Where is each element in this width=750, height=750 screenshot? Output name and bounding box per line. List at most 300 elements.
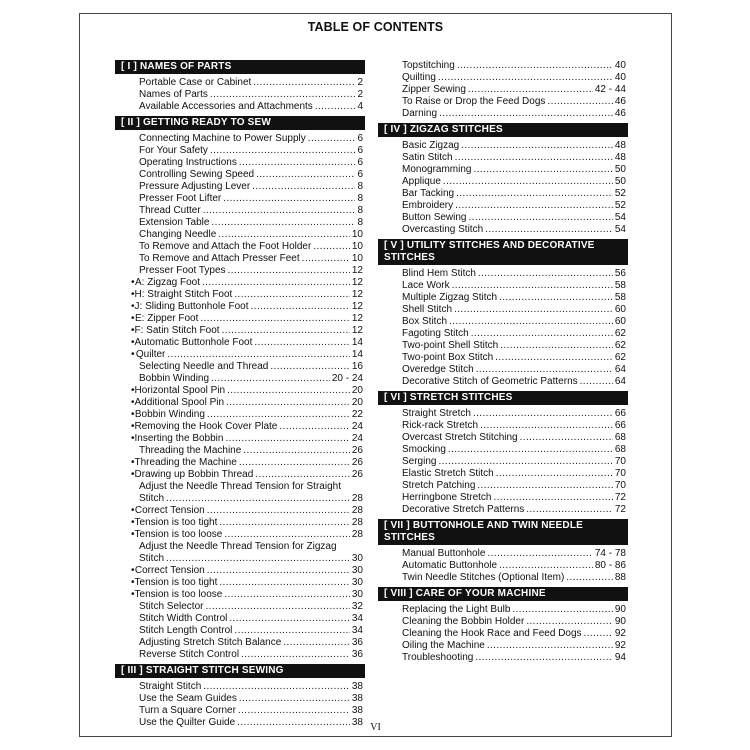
toc-entry[interactable]: [378, 420, 626, 432]
toc-entry-label: Twin Needle Stitches (Optional Item): [402, 572, 565, 583]
dot-leader: [239, 157, 356, 169]
toc-entry-page: 30: [351, 565, 363, 576]
toc-entry-page: 32: [351, 601, 363, 612]
toc-entry-page: 38: [351, 693, 363, 704]
toc-entry[interactable]: [378, 604, 626, 616]
toc-entry-page: 10: [351, 241, 363, 252]
toc-entry-page: 20: [351, 397, 363, 408]
toc-entry[interactable]: [378, 444, 626, 456]
section-heading: [ IV ] ZIGZAG STITCHES: [378, 123, 628, 137]
dot-leader: [580, 376, 613, 388]
toc-entry[interactable]: [115, 705, 363, 717]
toc-entry-label: Adjust the Needle Thread Tension for Zigzag: [139, 541, 337, 552]
toc-entry[interactable]: [115, 649, 363, 661]
toc-entry[interactable]: [115, 289, 363, 301]
toc-entry[interactable]: [378, 640, 626, 652]
toc-entry-label: Two-point Shell Stitch: [402, 340, 499, 351]
toc-entry-label: Inserting the Bobbin: [134, 433, 224, 444]
toc-entry[interactable]: [378, 200, 626, 212]
dot-leader: [224, 589, 350, 601]
dot-leader: [211, 217, 355, 229]
toc-entry-page: 24: [351, 421, 363, 432]
toc-entry[interactable]: [115, 517, 363, 529]
toc-entry[interactable]: [378, 188, 626, 200]
toc-entry[interactable]: [115, 421, 363, 433]
dot-leader: [256, 169, 355, 181]
toc-entry-page: 4: [357, 101, 363, 112]
toc-entry[interactable]: [115, 433, 363, 445]
toc-entry-label: Selecting Needle and Thread: [139, 361, 269, 372]
toc-entry-label: Stitch: [139, 553, 165, 564]
toc-entry[interactable]: [115, 625, 363, 637]
dot-leader: [438, 72, 613, 84]
toc-entry-label: Rick-rack Stretch: [402, 420, 479, 431]
toc-entry-page: 8: [357, 193, 363, 204]
toc-entry-label: Drawing up Bobbin Thread: [134, 469, 254, 480]
toc-entry-label: Automatic Buttonhole Foot: [134, 337, 253, 348]
toc-entry-page: 90: [614, 604, 626, 615]
dot-leader: [476, 364, 613, 376]
dot-leader: [448, 444, 613, 456]
toc-entry-page: 52: [614, 200, 626, 211]
toc-entry-label: Satin Stitch: [402, 152, 453, 163]
toc-entry[interactable]: [378, 60, 626, 72]
toc-page: [79, 13, 672, 737]
toc-entry-label: Straight Stitch: [139, 681, 202, 692]
toc-entry-label: Overedge Stitch: [402, 364, 474, 375]
toc-entry-page: 12: [351, 325, 363, 336]
toc-entry[interactable]: [115, 397, 363, 409]
dot-leader: [239, 693, 350, 705]
toc-entry-label: Overcast Stretch Stitching: [402, 432, 518, 443]
toc-entry-page: 46: [614, 96, 626, 107]
toc-entry-label: Smocking: [402, 444, 446, 455]
toc-entry-page: 6: [357, 169, 363, 180]
toc-entry-label: Blind Hem Stitch: [402, 268, 476, 279]
dot-leader: [520, 432, 613, 444]
toc-entry-label: Controlling Sewing Speed: [139, 169, 255, 180]
dot-leader: [211, 373, 330, 385]
toc-entry[interactable]: [115, 157, 363, 169]
toc-entry[interactable]: [115, 77, 363, 89]
toc-entry[interactable]: [115, 241, 363, 253]
toc-entry[interactable]: [115, 681, 363, 693]
toc-entry-label: Use the Quilter Guide: [139, 717, 236, 728]
toc-entry-label: Two-point Box Stitch: [402, 352, 494, 363]
toc-entry-label: Overcasting Stitch: [402, 224, 484, 235]
toc-entry-page: 56: [614, 268, 626, 279]
bullet-icon: •: [131, 589, 135, 600]
toc-entry-page: 20 - 24: [331, 373, 363, 384]
toc-entry-page: 6: [357, 133, 363, 144]
toc-entry[interactable]: [115, 265, 363, 277]
toc-entry-page: 2: [357, 77, 363, 88]
dot-leader: [461, 140, 613, 152]
toc-entry[interactable]: [115, 337, 363, 349]
dot-leader: [308, 133, 356, 145]
toc-entry[interactable]: [115, 565, 363, 577]
bullet-icon: •: [131, 505, 135, 516]
toc-entry-label: H: Straight Stitch Foot: [134, 289, 233, 300]
bullet-icon: •: [131, 457, 135, 468]
toc-entry-page: 10: [351, 253, 363, 264]
toc-entry[interactable]: [378, 292, 626, 304]
toc-entry-label: Embroidery: [402, 200, 454, 211]
toc-entry[interactable]: [378, 432, 626, 444]
toc-entry[interactable]: [115, 133, 363, 145]
bullet-icon: •: [131, 313, 135, 324]
bullet-icon: •: [131, 433, 135, 444]
toc-entry-label: Decorative Stretch Patterns: [402, 504, 525, 515]
toc-entry[interactable]: [378, 616, 626, 628]
toc-entry-page: 72: [614, 492, 626, 503]
toc-entry[interactable]: [378, 224, 626, 236]
toc-entry[interactable]: [378, 408, 626, 420]
toc-entry[interactable]: [378, 96, 626, 108]
toc-entry[interactable]: [115, 205, 363, 217]
toc-entry[interactable]: [378, 456, 626, 468]
toc-entry-page: 16: [351, 361, 363, 372]
toc-entry[interactable]: [115, 325, 363, 337]
toc-entry[interactable]: [378, 492, 626, 504]
toc-entry-page: 28: [351, 493, 363, 504]
dot-leader: [485, 224, 613, 236]
toc-entry-page: 46: [614, 108, 626, 119]
dot-leader: [455, 152, 613, 164]
toc-entry-page: 58: [614, 280, 626, 291]
dot-leader: [253, 77, 355, 89]
toc-entry[interactable]: [115, 613, 363, 625]
toc-entry-label: Pressure Adjusting Lever: [139, 181, 251, 192]
toc-entry-label: Tension is too loose: [134, 589, 223, 600]
dot-leader: [241, 649, 350, 661]
dot-leader: [478, 268, 613, 280]
toc-entry[interactable]: [378, 84, 626, 96]
dot-leader: [210, 145, 356, 157]
dot-leader: [224, 529, 350, 541]
toc-entry[interactable]: [115, 493, 363, 505]
toc-entry-label: Fagoting Stitch: [402, 328, 469, 339]
toc-entry[interactable]: [378, 504, 626, 516]
toc-entry-label: Replacing the Light Bulb: [402, 604, 511, 615]
toc-entry[interactable]: [115, 505, 363, 517]
toc-entry-label: Tension is too tight: [134, 577, 218, 588]
section-heading: [ III ] STRAIGHT STITCH SEWING: [115, 664, 365, 678]
bullet-icon: •: [131, 577, 135, 588]
toc-entry-page: 24: [351, 433, 363, 444]
toc-entry[interactable]: [378, 352, 626, 364]
toc-entry-label: Connecting Machine to Power Supply: [139, 133, 306, 144]
bullet-icon: •: [131, 421, 135, 432]
dot-leader: [526, 504, 613, 516]
toc-entry-page: 52: [614, 188, 626, 199]
dot-leader: [167, 349, 350, 361]
dot-leader: [207, 565, 350, 577]
dot-leader: [438, 456, 612, 468]
toc-entry[interactable]: [378, 364, 626, 376]
toc-entry-label: Turn a Square Corner: [139, 705, 236, 716]
toc-entry-page: 90: [614, 616, 626, 627]
toc-entry-label: Monogramming: [402, 164, 472, 175]
toc-entry-label: Adjusting Stretch Stitch Balance: [139, 637, 282, 648]
toc-entry[interactable]: [115, 101, 363, 113]
toc-entry-label: Portable Case or Cabinet: [139, 77, 252, 88]
toc-entry[interactable]: [115, 193, 363, 205]
toc-entry[interactable]: [115, 601, 363, 613]
toc-entry-page: 36: [351, 637, 363, 648]
toc-entry[interactable]: [115, 469, 363, 481]
toc-entry[interactable]: [115, 637, 363, 649]
dot-leader: [255, 469, 350, 481]
toc-entry[interactable]: [115, 89, 363, 101]
toc-entry-page: 92: [614, 628, 626, 639]
toc-entry[interactable]: [378, 268, 626, 280]
dot-leader: [455, 200, 613, 212]
toc-entry[interactable]: [115, 529, 363, 541]
toc-entry[interactable]: [378, 340, 626, 352]
toc-entry[interactable]: [378, 164, 626, 176]
toc-entry-label: Operating Instructions: [139, 157, 237, 168]
toc-entry[interactable]: [378, 316, 626, 328]
toc-entry-label: Bobbin Winding: [139, 373, 210, 384]
toc-entry-label: Stitch Length Control: [139, 625, 233, 636]
toc-entry-page: 54: [614, 212, 626, 223]
dot-leader: [254, 337, 350, 349]
toc-entry-label: Tension is too tight: [134, 517, 218, 528]
toc-entry-label: Box Stitch: [402, 316, 448, 327]
toc-entry[interactable]: [378, 480, 626, 492]
toc-entry-label: To Remove and Attach the Foot Holder: [139, 241, 312, 252]
dot-leader: [243, 445, 350, 457]
toc-entry-page: 94: [614, 652, 626, 663]
toc-entry[interactable]: [115, 385, 363, 397]
toc-entry[interactable]: [378, 72, 626, 84]
toc-entry-label: Extension Table: [139, 217, 210, 228]
toc-entry-page: 66: [614, 408, 626, 419]
toc-entry[interactable]: [378, 652, 626, 664]
dot-leader: [495, 352, 613, 364]
bullet-icon: •: [131, 409, 135, 420]
toc-entry[interactable]: [115, 349, 363, 361]
dot-leader: [452, 280, 613, 292]
dot-leader: [234, 289, 350, 301]
toc-entry[interactable]: [115, 313, 363, 325]
toc-entry-label: Manual Buttonhole: [402, 548, 486, 559]
toc-entry-label: Multiple Zigzag Stitch: [402, 292, 498, 303]
toc-entry-label: Available Accessories and Attachments: [139, 101, 313, 112]
toc-entry-page: 8: [357, 205, 363, 216]
dot-leader: [315, 101, 356, 113]
page-number: VI: [370, 722, 381, 733]
toc-entry-label: Darning: [402, 108, 438, 119]
bullet-icon: •: [131, 325, 135, 336]
toc-entry-label: Bar Tacking: [402, 188, 455, 199]
dot-leader: [473, 408, 613, 420]
toc-entry-label: Correct Tension: [134, 565, 205, 576]
toc-entry[interactable]: [378, 108, 626, 120]
dot-leader: [222, 325, 350, 337]
toc-entry-label: Horizontal Spool Pin: [134, 385, 226, 396]
toc-entry-page: 22: [351, 409, 363, 420]
toc-entry-label: Names of Parts: [139, 89, 208, 100]
toc-entry-page: 12: [351, 289, 363, 300]
toc-entry-label: F: Satin Stitch Foot: [134, 325, 220, 336]
dot-leader: [449, 316, 613, 328]
dot-leader: [487, 640, 613, 652]
toc-entry-label: Basic Zigzag: [402, 140, 460, 151]
toc-entry-label: Applique: [402, 176, 441, 187]
bullet-icon: •: [131, 349, 135, 360]
toc-entry-page: 34: [351, 625, 363, 636]
toc-entry-label: Adjust the Needle Thread Tension for Straight: [139, 481, 341, 492]
toc-entry[interactable]: [378, 628, 626, 640]
toc-entry-label: Threading the Machine: [139, 445, 242, 456]
toc-entry-label: Use the Seam Guides: [139, 693, 237, 704]
toc-entry[interactable]: [378, 572, 626, 584]
dot-leader: [566, 572, 613, 584]
bullet-icon: •: [131, 301, 135, 312]
section-heading: [ II ] GETTING READY TO SEW: [115, 116, 365, 130]
toc-entry-label: Thread Cutter: [139, 205, 201, 216]
dot-leader: [471, 328, 613, 340]
toc-entry-label: A: Zigzag Foot: [134, 277, 200, 288]
toc-entry-page: 64: [614, 364, 626, 375]
toc-entry[interactable]: [378, 152, 626, 164]
dot-leader: [512, 604, 612, 616]
dot-leader: [469, 212, 613, 224]
toc-entry-label: Quilter: [135, 349, 166, 360]
toc-entry-page: 12: [351, 277, 363, 288]
dot-leader: [219, 577, 350, 589]
toc-entry[interactable]: [115, 553, 363, 565]
toc-entry[interactable]: [115, 145, 363, 157]
toc-entry-page: 74 - 78: [594, 548, 626, 559]
toc-entry-label: Correct Tension: [134, 505, 205, 516]
toc-entry-label: Cleaning the Bobbin Holder: [402, 616, 525, 627]
toc-entry-label: Stitch Selector: [139, 601, 204, 612]
toc-entry-page: 28: [351, 505, 363, 516]
dot-leader: [227, 385, 350, 397]
toc-entry[interactable]: [115, 277, 363, 289]
toc-entry-page: 42 - 44: [594, 84, 626, 95]
section-heading: [ VII ] BUTTONHOLE AND TWIN NEEDLE STITCHES: [378, 519, 628, 545]
toc-entry[interactable]: [115, 217, 363, 229]
toc-entry[interactable]: [115, 373, 363, 385]
dot-leader: [234, 625, 349, 637]
toc-entry[interactable]: [115, 301, 363, 313]
toc-entry-page: 62: [614, 352, 626, 363]
dot-leader: [166, 493, 350, 505]
toc-entry-label: Shell Stitch: [402, 304, 453, 315]
dot-leader: [202, 277, 350, 289]
toc-entry[interactable]: [115, 457, 363, 469]
toc-column-right: [378, 60, 628, 664]
toc-entry-label: Presser Foot Lifter: [139, 193, 222, 204]
toc-entry[interactable]: [115, 541, 363, 553]
toc-entry-page: 38: [351, 681, 363, 692]
toc-entry-page: 30: [351, 589, 363, 600]
dot-leader: [279, 421, 350, 433]
dot-leader: [229, 613, 350, 625]
dot-leader: [454, 304, 613, 316]
dot-leader: [473, 164, 612, 176]
toc-entry-page: 40: [614, 60, 626, 71]
toc-entry-page: 92: [614, 640, 626, 651]
toc-entry-page: 50: [614, 176, 626, 187]
toc-entry[interactable]: [378, 280, 626, 292]
toc-entry-page: 50: [614, 164, 626, 175]
toc-entry[interactable]: [115, 589, 363, 601]
toc-entry-label: Lace Work: [402, 280, 450, 291]
toc-entry-page: 54: [614, 224, 626, 235]
toc-entry[interactable]: [378, 176, 626, 188]
toc-entry[interactable]: [378, 560, 626, 572]
toc-entry[interactable]: [378, 468, 626, 480]
toc-entry-label: Stitch: [139, 493, 165, 504]
dot-leader: [207, 409, 350, 421]
toc-entry-label: J: Sliding Buttonhole Foot: [134, 301, 249, 312]
dot-leader: [494, 492, 613, 504]
toc-entry-page: 26: [351, 469, 363, 480]
toc-entry[interactable]: [115, 693, 363, 705]
toc-entry[interactable]: [378, 140, 626, 152]
toc-entry-page: 66: [614, 420, 626, 431]
toc-entry-label: Threading the Machine: [134, 457, 237, 468]
toc-entry[interactable]: [115, 481, 363, 493]
toc-entry[interactable]: [115, 181, 363, 193]
toc-entry-page: 34: [351, 613, 363, 624]
toc-entry-page: 20: [351, 385, 363, 396]
bullet-icon: •: [131, 289, 135, 300]
toc-entry-page: 28: [351, 517, 363, 528]
toc-entry[interactable]: [115, 409, 363, 421]
bullet-icon: •: [131, 385, 135, 396]
dot-leader: [499, 560, 593, 572]
dot-leader: [252, 181, 355, 193]
toc-entry[interactable]: [115, 169, 363, 181]
toc-entry-label: Presser Foot Types: [139, 265, 226, 276]
bullet-icon: •: [131, 529, 135, 540]
dot-leader: [203, 205, 356, 217]
toc-entry[interactable]: [115, 361, 363, 373]
toc-entry[interactable]: [115, 253, 363, 265]
toc-entry[interactable]: [378, 212, 626, 224]
dot-leader: [302, 253, 350, 265]
toc-entry-label: Additional Spool Pin: [134, 397, 225, 408]
bullet-icon: •: [131, 277, 135, 288]
toc-entry-page: 30: [351, 553, 363, 564]
toc-entry[interactable]: [378, 304, 626, 316]
toc-entry[interactable]: [115, 445, 363, 457]
toc-entry-page: 88: [614, 572, 626, 583]
toc-entry-page: 70: [614, 468, 626, 479]
dot-leader: [200, 313, 350, 325]
toc-entry-page: 12: [351, 313, 363, 324]
toc-entry-page: 64: [614, 376, 626, 387]
toc-entry[interactable]: [115, 577, 363, 589]
toc-entry-label: Topstitching: [402, 60, 455, 71]
toc-entry-label: Changing Needle: [139, 229, 217, 240]
toc-entry-label: Automatic Buttonhole: [402, 560, 498, 571]
toc-entry-page: 80 - 86: [594, 560, 626, 571]
toc-entry[interactable]: [378, 548, 626, 560]
toc-entry[interactable]: [115, 229, 363, 241]
toc-entry[interactable]: [378, 328, 626, 340]
toc-entry-page: 58: [614, 292, 626, 303]
dot-leader: [223, 193, 355, 205]
toc-entry[interactable]: [378, 376, 626, 388]
toc-entry-label: Cleaning the Hook Race and Feed Dogs: [402, 628, 582, 639]
